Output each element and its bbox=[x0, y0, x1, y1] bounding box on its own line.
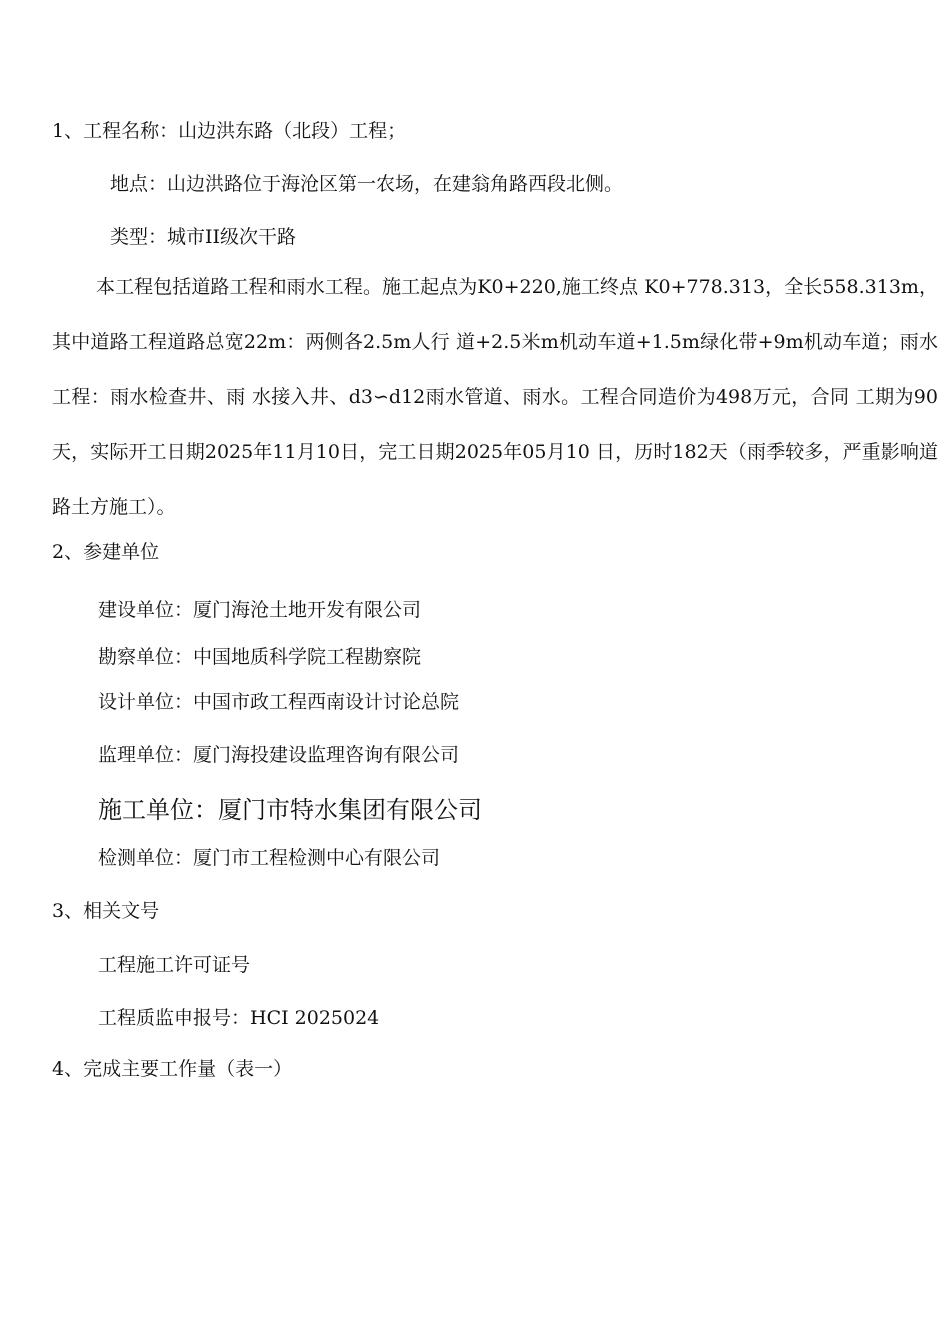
unit-supervision: 监理单位：厦门海投建设监理咨询有限公司 bbox=[98, 744, 460, 766]
quality-report-number: 工程质监申报号：HCI 2025024 bbox=[98, 1007, 380, 1029]
section-2-heading: 2、参建单位 bbox=[52, 541, 160, 563]
project-description: 本工程包括道路工程和雨水工程。施工起点为K0+220,施工终点 K0+778.313，全长558.313m，其中道路工程道路总宽22m：两侧各2.5m人行 道+2.5米m机动车道+1.5m绿化带+9m机动车道；雨水工程：雨水检查井、雨 水接入井、d3∽d12雨水管道、雨水。工程合同造价为498万元，合同 工期为90天，实际开工日期2025年11月10日，完工日期2025年05月10 日，历时182天（雨季较多，严重影响道路土方施工）。 bbox=[52, 276, 938, 518]
unit-testing: 检测单位：厦门市工程检测中心有限公司 bbox=[98, 847, 441, 869]
section-1-heading: 1、工程名称：山边洪东路（北段）工程； bbox=[52, 120, 407, 142]
unit-builder: 施工单位：厦门市特水集团有限公司 bbox=[98, 796, 482, 824]
project-location: 地点：山边洪路位于海沧区第一农场，在建翁角路西段北侧。 bbox=[110, 173, 624, 195]
section-4-heading: 4、完成主要工作量（表一） bbox=[52, 1058, 293, 1080]
section-3-heading: 3、相关文号 bbox=[52, 900, 160, 922]
unit-design: 设计单位：中国市政工程西南设计讨论总院 bbox=[98, 691, 460, 713]
permit-number: 工程施工许可证号 bbox=[98, 954, 251, 976]
project-type: 类型：城市II级次干路 bbox=[110, 226, 297, 248]
unit-survey: 勘察单位：中国地质科学院工程勘察院 bbox=[98, 646, 422, 668]
unit-construction: 建设单位：厦门海沧土地开发有限公司 bbox=[98, 599, 422, 621]
